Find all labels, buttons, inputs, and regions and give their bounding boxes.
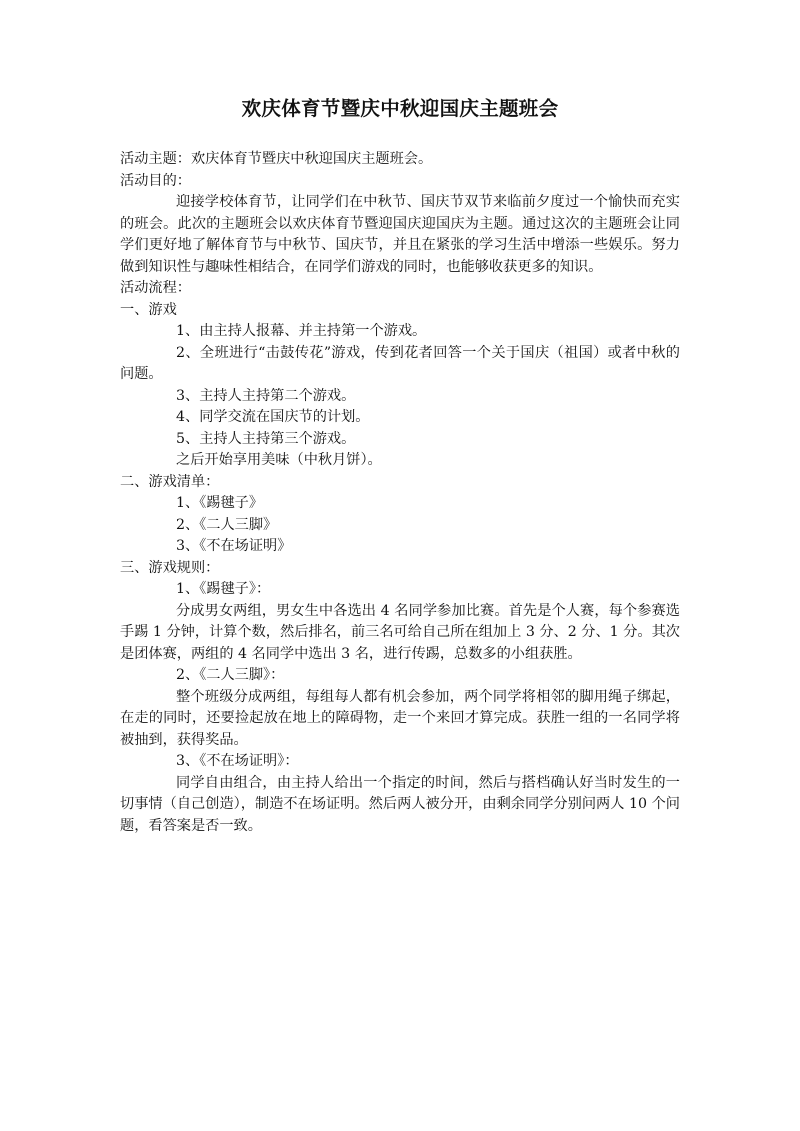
theme-line: 活动主题：欢庆体育节暨庆中秋迎国庆主题班会。 [120, 151, 433, 167]
rule-paragraph: 整个班级分成两组，每组每人都有机会参加，两个同学将相邻的脚用绳子绑起，在走的同时，还要捡起放在地上的障碍物，走一个来回才算完成。获胜一组的一名同学将被抽到，获得奖品。 [120, 688, 680, 748]
process-item: 3、主持人主持第二个游戏。 [176, 387, 356, 404]
purpose-heading: 活动目的： [120, 172, 191, 189]
document-title: 欢庆体育节暨庆中秋迎国庆主题班会 [241, 97, 559, 120]
process-item: 1、由主持人报幕、并主持第一个游戏。 [176, 323, 427, 339]
section-heading-game-rules: 三、游戏规则： [120, 559, 220, 576]
document-page [120, 88, 680, 837]
rule-title: 3、《不在场证明》： [176, 753, 299, 769]
purpose-paragraph: 迎接学校体育节，让同学们在中秋节、国庆节双节来临前夕度过一个愉快而充实的班会。此次的主题班会以欢庆体育节暨迎国庆迎国庆为主题。通过这次的主题班会让同学们更好地了解体育节与中秋节、国庆节，并且在紧张的学习生活中增添一些娱乐。努力做到知识性与趣味性相结合，在同学们游戏的同时，也能够收获更多的知识。 [120, 194, 680, 275]
game-list-item: 1、《踢毽子》 [176, 495, 264, 511]
rule-paragraph: 分成男女两组，男女生中各选出 4 名同学参加比赛。首先是个人赛，每个参赛选手踢 1 分钟，计算个数，然后排名，前三名可给自己所在组加上 3 分、2 分、1 分。其次是团体赛，两组的 4 名同学中选出 3 名，进行传踢，总数多的小组获胜。 [120, 602, 680, 662]
process-heading: 活动流程： [120, 280, 191, 296]
process-item: 4、同学交流在国庆节的计划。 [176, 409, 370, 425]
process-item: 5、主持人主持第三个游戏。 [176, 430, 356, 447]
game-list-item: 3、《不在场证明》 [176, 538, 292, 554]
process-item: 2、全班进行“击鼓传花”游戏，传到花者回答一个关于国庆（祖国）或者中秋的问题。 [120, 344, 680, 382]
rule-title: 2、《二人三脚》： [176, 667, 285, 683]
game-list-item: 2、《二人三脚》 [176, 516, 278, 533]
section-heading-game-list: 二、游戏清单： [120, 473, 220, 490]
section-heading-games: 一、游戏 [120, 301, 177, 318]
process-item: 之后开始享用美味（中秋月饼）。 [176, 452, 382, 468]
rule-paragraph: 同学自由组合，由主持人给出一个指定的时间，然后与搭档确认好当时发生的一切事情（自己创造），制造不在场证明。然后两人被分开，由剩余同学分别问两人 10 个问题，看答案是否一致。 [120, 774, 680, 834]
rule-title: 1、《踢毽子》： [176, 581, 271, 597]
